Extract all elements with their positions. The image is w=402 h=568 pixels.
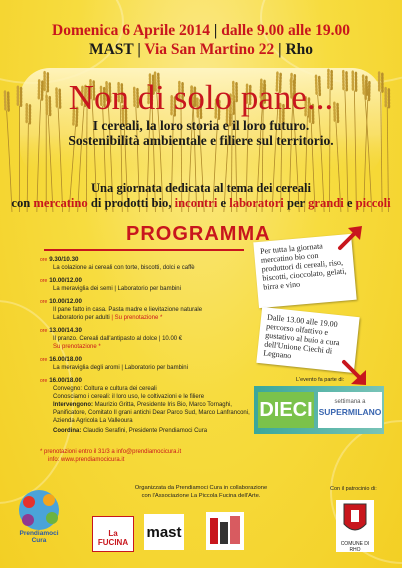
- prendiamoci-cura-logo: [12, 486, 66, 552]
- la-fucina-text: La FUCINA: [97, 529, 129, 547]
- organizers-line: con l'Associazione La Piccola Fucina dell'Arte.: [141, 493, 261, 499]
- separator: |: [133, 41, 145, 58]
- mast-logo: [144, 514, 184, 550]
- intro-text: e: [343, 196, 356, 210]
- supermilano-top: settimana a: [334, 399, 366, 405]
- dieci-logo: DIECI: [258, 392, 314, 428]
- program-item: [40, 327, 252, 351]
- hours: dalle 9.00 alle 19.00: [221, 22, 350, 39]
- patronage-label: Con il patrocinio di:: [330, 486, 377, 492]
- header: [0, 0, 402, 60]
- program-item: [40, 377, 252, 435]
- intro-highlight: laboratori: [229, 196, 284, 210]
- divider: [44, 249, 244, 251]
- supermilano-logo: [318, 392, 382, 428]
- date-line: [0, 22, 402, 40]
- la-fucina-logo: [92, 516, 134, 552]
- supermilano-main: SUPERMILANO: [318, 407, 382, 417]
- program-list: [40, 256, 252, 440]
- event-description: Convegno: Coltura e cultura dei cereali: [53, 386, 157, 392]
- event-time: 13.00/14.30: [49, 327, 82, 334]
- address: Via San Martino 22: [144, 41, 275, 58]
- event-time: 10.00/12.00: [49, 298, 82, 305]
- booking-note: | Su prenotazione *: [109, 315, 163, 321]
- speakers-label: Intervengono:: [53, 402, 93, 408]
- event-time: 9.30/10.30: [49, 256, 79, 263]
- tasting-note: Dalle 13.00 alle 19.00 percorso olfattivo e gustativo al buio a cura dell'Unione Ciechi di Legnano: [256, 307, 359, 373]
- event-description: La colazione ai cereali con torte, biscotti, dolci e caffè: [53, 265, 195, 271]
- location-line: [0, 41, 402, 59]
- website-line: info: www.prendiamocicura.it: [48, 457, 125, 463]
- ore-label: ore: [40, 299, 48, 305]
- intro-text: e: [217, 196, 230, 210]
- city: Rho: [285, 41, 314, 58]
- intro-line: [0, 196, 402, 211]
- prendiamoci-cura-text: Prendiamoci Cura: [19, 530, 59, 544]
- program-item: [40, 277, 252, 293]
- intro-line: Una giornata dedicata al tema dei cereali: [90, 181, 312, 195]
- page-title: Non di solo pane...: [68, 78, 334, 117]
- moderator-text: Claudio Serafini, Presidente Prendiamoci Cura: [83, 428, 208, 434]
- speakers-text: Maurizio Gritta, Presidente Iris Bio, Marco Tornaghi, Panificatore, Comitato Il grani antichi Dear Parco Sud, Marco Lanfranconi, Azienda Agricola La Valleoura: [53, 402, 250, 424]
- arrow-icon: [340, 358, 370, 388]
- event-time: 16.00/18.00: [49, 377, 82, 384]
- booking-line: * prenotazioni entro il 31/3 a info@prendiamocicura.it: [40, 449, 182, 455]
- ore-label: ore: [40, 378, 48, 384]
- supermilano-badge: [254, 386, 384, 434]
- subtitle: Sostenibilità ambientale e filiere sul territorio.: [68, 133, 334, 148]
- separator: |: [274, 41, 286, 58]
- event-description: Conosciamo i cereali: il loro uso, le coltivazioni e le filiere: [53, 394, 205, 400]
- ore-label: ore: [40, 357, 48, 363]
- event-description: [40, 314, 252, 322]
- organizers-line: Organizzata da Prendiamoci Cura in collaborazione: [134, 485, 268, 491]
- ore-label: ore: [40, 278, 48, 284]
- intro-highlight: grandi: [308, 196, 344, 210]
- program-heading: PROGRAMMA: [126, 223, 271, 245]
- program-item: [40, 298, 252, 322]
- event-description: La meraviglia dei semi | Laboratorio per bambini: [53, 286, 181, 292]
- event-description: Il pranzo. Cereali dall'antipasto al dolce | 10.00 €: [53, 336, 183, 342]
- intro-text: di prodotti bio,: [87, 196, 175, 210]
- intro-text: con: [11, 196, 34, 210]
- event-description: La meraviglia degli aromi | Laboratorio per bambini: [53, 365, 188, 371]
- venue: MAST: [88, 41, 134, 58]
- booking-info: [40, 448, 260, 464]
- event-time: 16.00/18.00: [49, 356, 82, 363]
- moderator-label: Coordina:: [53, 428, 82, 434]
- partner-logo: [206, 512, 244, 550]
- speakers: [40, 401, 252, 425]
- separator: |: [210, 22, 222, 39]
- program-item: [40, 256, 252, 272]
- event-time: 10.00/12.00: [49, 277, 82, 284]
- market-note: Per tutta la giornata mercatino bio con produttori di cereali, riso, biscotti, cioccolato, gelati, birra e vino: [253, 234, 356, 308]
- mast-text: mast: [146, 524, 182, 541]
- arrow-icon: [336, 222, 366, 252]
- event-text: Laboratorio per adulti: [53, 315, 110, 321]
- ore-label: ore: [40, 328, 48, 334]
- intro-highlight: piccoli: [355, 196, 391, 210]
- intro-text: per: [283, 196, 309, 210]
- event-part-of-label: L'evento fa parte di:: [296, 377, 345, 383]
- intro-highlight: mercatino: [33, 196, 88, 210]
- intro-highlight: incontri: [174, 196, 218, 210]
- subtitle: I cereali, la loro storia e il loro futuro.: [92, 118, 310, 133]
- program-item: [40, 356, 252, 372]
- moderator: [40, 427, 252, 435]
- booking-note: Su prenotazione *: [53, 344, 101, 350]
- ore-label: ore: [40, 257, 48, 263]
- comune-di-rho-logo: [336, 500, 374, 552]
- date: Domenica 6 Aprile 2014: [52, 22, 211, 39]
- event-description: Il pane fatto in casa. Pasta madre e lievitazione naturale: [53, 307, 203, 313]
- comune-text: COMUNE DI RHO: [340, 541, 370, 553]
